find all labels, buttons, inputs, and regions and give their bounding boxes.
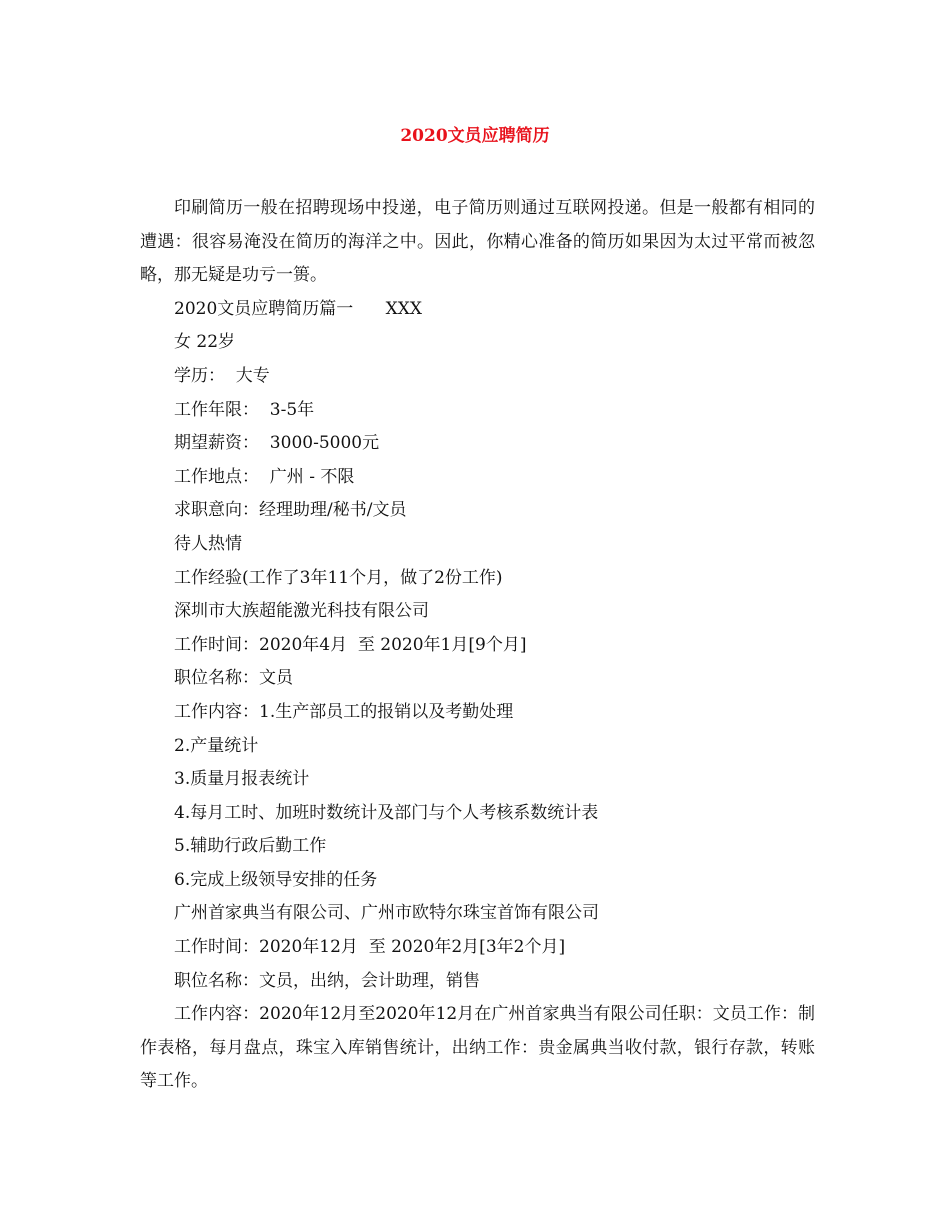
company-1-position-line: 职位名称：文员 xyxy=(174,668,293,689)
company-2-line: 广州首家典当有限公司、广州市欧特尔珠宝首饰有限公司 xyxy=(174,903,599,924)
company-1-line: 深圳市大族超能激光科技有限公司 xyxy=(174,601,429,622)
resume-heading-line: 2020文员应聘简历篇一 XXX xyxy=(174,298,422,319)
company-1-period-line: 工作时间：2020年4月 至 2020年1月[9个月] xyxy=(174,634,527,655)
intro-paragraph: 印刷简历一般在招聘现场中投递，电子简历则通过互联网投递。但是一般都有相同的遭遇：很容易淹没在简历的海洋之中。因此，你精心准备的简历如果因为太过平常而被忽略，那无疑是功亏一篑。 xyxy=(140,198,815,286)
document-body xyxy=(140,192,815,1099)
company-1-duty-6-line: 6.完成上级领导安排的任务 xyxy=(174,869,378,890)
company-2-period-line: 工作时间：2020年12月 至 2020年2月[3年2个月] xyxy=(174,937,566,958)
education-line: 学历： 大专 xyxy=(174,365,270,386)
document-title: 2020文员应聘简历 xyxy=(400,126,550,146)
company-1-duty-1-line: 工作内容：1.生产部员工的报销以及考勤处理 xyxy=(174,701,514,722)
expected-salary-line: 期望薪资： 3000-5000元 xyxy=(174,433,380,454)
company-1-duty-3-line: 3.质量月报表统计 xyxy=(174,769,310,790)
company-1-duty-5-line: 5.辅助行政后勤工作 xyxy=(174,836,327,857)
experience-summary-line: 工作经验(工作了3年11个月，做了2份工作) xyxy=(174,567,503,588)
gender-age-line: 女 22岁 xyxy=(174,332,236,353)
company-2-position-line: 职位名称：文员，出纳，会计助理，销售 xyxy=(174,970,480,991)
company-1-duty-2-line: 2.产量统计 xyxy=(174,735,259,756)
job-intention-line: 求职意向：经理助理/秘书/文员 xyxy=(174,500,407,521)
personality-line: 待人热情 xyxy=(174,533,242,554)
work-years-line: 工作年限： 3-5年 xyxy=(174,399,315,420)
company-2-duty-paragraph: 工作内容：2020年12月至2020年12月在广州首家典当有限公司任职：文员工作：制作表格，每月盘点，珠宝入库销售统计，出纳工作：贵金属典当收付款，银行存款，转账等工作。 xyxy=(140,1004,815,1092)
company-1-duty-4-line: 4.每月工时、加班时数统计及部门与个人考核系数统计表 xyxy=(174,802,599,823)
work-location-line: 工作地点： 广州 - 不限 xyxy=(174,466,355,487)
